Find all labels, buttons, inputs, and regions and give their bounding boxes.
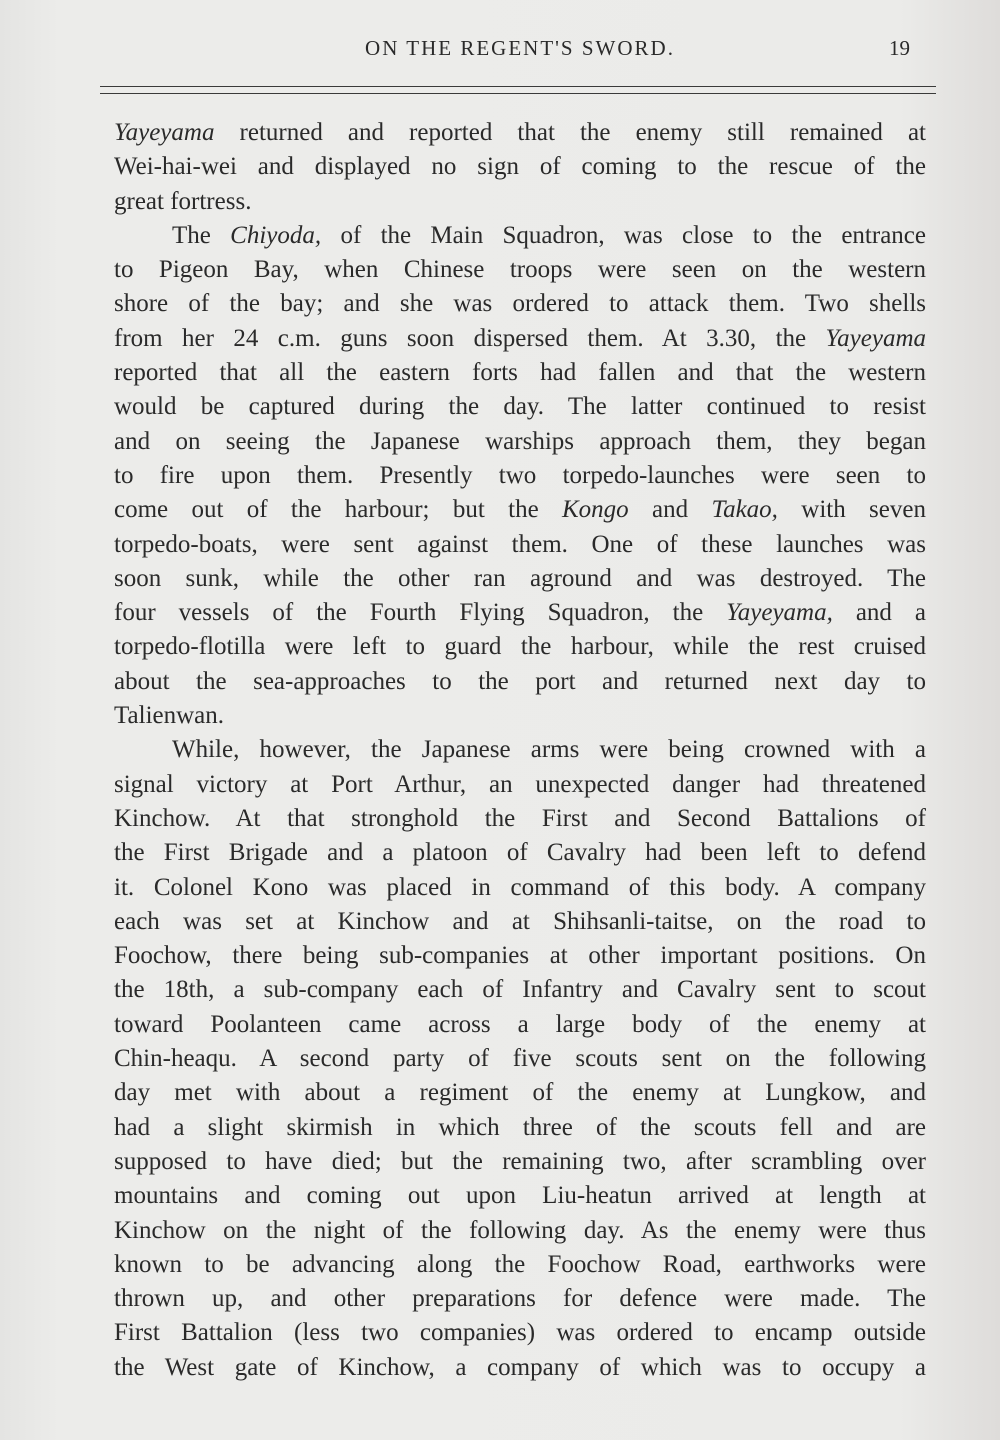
text-line: Talienwan. (114, 702, 225, 730)
text-line: each was set at Kinchow and at Shihsanli-taitse, on the road to (114, 907, 926, 935)
text-line: Foochow, there being sub-companies at other important positions. On (114, 942, 926, 970)
paragraph (114, 733, 926, 1385)
text-line: First Battalion (less two companies) was ordered to encamp outside (114, 1319, 926, 1347)
text-line: had a slight skirmish in which three of the scouts fell and are (114, 1113, 926, 1141)
body-text (114, 116, 926, 1385)
text-line: mountains and coming out upon Liu-heatun arrived at length at (114, 1182, 926, 1210)
text-line: it. Colonel Kono was placed in command of this body. A company (114, 873, 926, 901)
text-line: the West gate of Kinchow, a company of which was to occupy a (114, 1353, 926, 1381)
text-line: Yayeyama returned and reported that the enemy still remained at (114, 119, 926, 146)
paragraph (114, 116, 926, 219)
text-line: from her 24 c.m. guns soon dispersed them. At 3.30, the Yayeyama (114, 324, 926, 352)
text-line: four vessels of the Fourth Flying Squadron, the Yayeyama, and a (114, 599, 926, 627)
text-line: torpedo-flotilla were left to guard the harbour, while the rest cruised (114, 633, 926, 661)
text-line: reported that all the eastern forts had fallen and that the western (114, 359, 926, 387)
text-line: the 18th, a sub-company each of Infantry and Cavalry sent to scout (114, 976, 926, 1004)
text-line: soon sunk, while the other ran aground and was destroyed. The (114, 564, 926, 592)
text-line: shore of the bay; and she was ordered to attack them. Two shells (114, 290, 926, 318)
text-line: day met with about a regiment of the enemy at Lungkow, and (114, 1079, 926, 1107)
text-line: the First Brigade and a platoon of Cavalry had been left to defend (114, 839, 926, 867)
text-line: about the sea-approaches to the port and returned next day to (114, 667, 926, 695)
running-title: ON THE REGENT'S SWORD. (365, 36, 675, 60)
text-line: supposed to have died; but the remaining two, after scrambling over (114, 1147, 926, 1175)
text-line: toward Poolanteen came across a large body of the enemy at (114, 1010, 926, 1038)
text-line: Kinchow. At that stronghold the First and Second Battalions of (114, 804, 926, 832)
text-line: come out of the harbour; but the Kongo and Takao, with seven (114, 496, 926, 524)
text-line: great fortress. (114, 187, 252, 215)
text-line: Kinchow on the night of the following day. As the enemy were thus (114, 1216, 926, 1244)
text-line: and on seeing the Japanese warships approach them, they began (114, 427, 926, 455)
text-line: While, however, the Japanese arms were being crowned with a (172, 736, 926, 764)
text-line: would be captured during the day. The latter continued to resist (114, 393, 926, 421)
text-line: torpedo-boats, were sent against them. One of these launches was (114, 530, 926, 558)
page-header (100, 36, 940, 66)
text-line: to fire upon them. Presently two torpedo-launches were seen to (114, 461, 926, 489)
text-line: signal victory at Port Arthur, an unexpected danger had threatened (114, 770, 926, 798)
paragraph (114, 219, 926, 733)
header-rule-upper (100, 86, 936, 87)
text-line: Chin-heaqu. A second party of five scouts sent on the following (114, 1045, 926, 1073)
header-rule-lower (100, 93, 936, 94)
text-line: thrown up, and other preparations for defence were made. The (114, 1285, 926, 1313)
text-line: Wei-hai-wei and displayed no sign of coming to the rescue of the (114, 153, 926, 181)
text-line: The Chiyoda, of the Main Squadron, was close to the entrance (172, 221, 926, 249)
text-line: known to be advancing along the Foochow Road, earthworks were (114, 1250, 926, 1278)
page-number: 19 (889, 36, 910, 60)
text-line: to Pigeon Bay, when Chinese troops were seen on the western (114, 256, 926, 284)
